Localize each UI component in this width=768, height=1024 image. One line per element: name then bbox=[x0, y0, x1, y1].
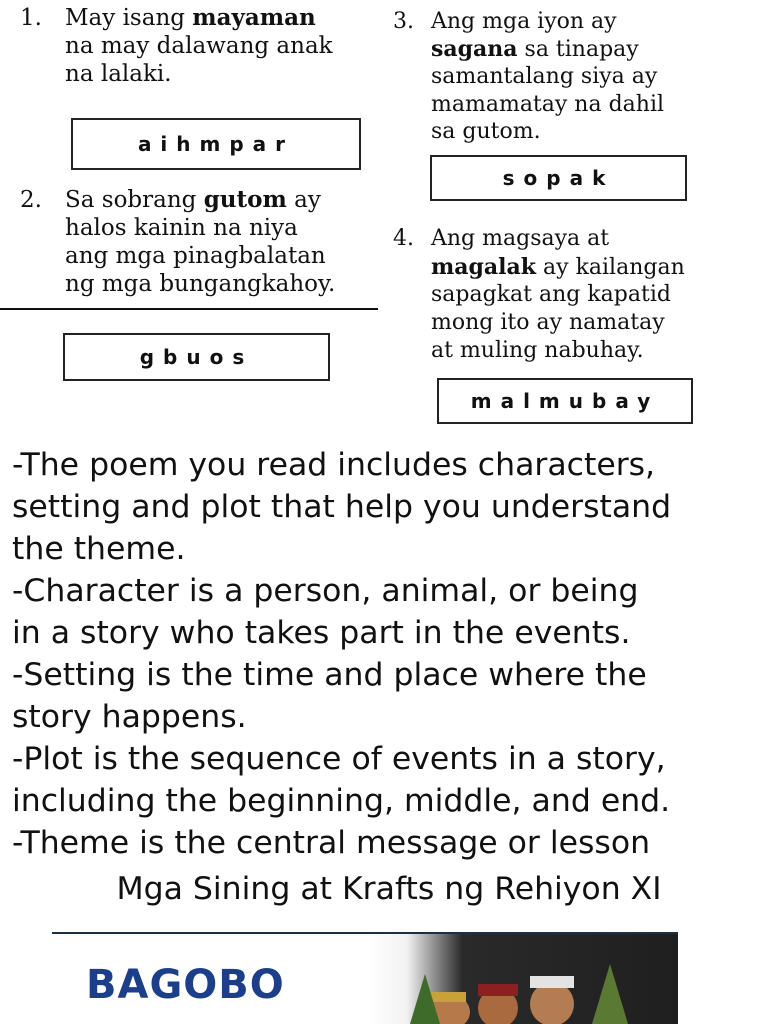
item-line: sapagkat ang kapatid bbox=[431, 282, 671, 307]
item-text bbox=[65, 186, 335, 298]
item-line: na may dalawang anak bbox=[65, 33, 333, 59]
key-word: magalak bbox=[431, 254, 537, 280]
divider-line bbox=[0, 308, 378, 310]
item-line: Ang mga iyon ay bbox=[431, 9, 617, 34]
key-word: mayaman bbox=[192, 4, 316, 31]
item-line: magalak ay kailangan bbox=[431, 254, 685, 280]
item-number: 4. bbox=[393, 226, 414, 251]
item-number: 1. bbox=[20, 5, 42, 31]
note-line: -The poem you read includes characters, bbox=[12, 447, 656, 483]
item-line: mong ito ay namatay bbox=[431, 310, 665, 335]
item-line: na lalaki. bbox=[65, 61, 172, 87]
item-line: sagana sa tinapay bbox=[431, 35, 639, 62]
key-word: sagana bbox=[431, 35, 518, 62]
item-text bbox=[65, 4, 333, 88]
note-line: -Theme is the central message or lesson bbox=[12, 825, 651, 861]
scrambled-word-box-4: malmubay bbox=[437, 378, 693, 424]
key-word: gutom bbox=[203, 186, 287, 213]
bagobo-logo: BAGOBO bbox=[86, 962, 285, 1008]
note-line: in a story who takes part in the events. bbox=[12, 615, 631, 651]
note-line: the theme. bbox=[12, 531, 186, 567]
item-line: ang mga pinagbalatan bbox=[65, 243, 326, 269]
item-number: 2. bbox=[20, 187, 42, 213]
scrambled-word-box-2: gbuos bbox=[63, 333, 330, 381]
note-line: -Character is a person, animal, or being bbox=[12, 573, 639, 609]
item-line: Ang magsaya at bbox=[431, 226, 610, 251]
item-line: Sa sobrang gutom ay bbox=[65, 186, 321, 213]
bagobo-banner bbox=[52, 932, 678, 1024]
note-line: -Setting is the time and place where the bbox=[12, 657, 647, 693]
item-text bbox=[431, 8, 664, 146]
note-line: story happens. bbox=[12, 699, 247, 735]
section-caption: Mga Sining at Krafts ng Rehiyon XI bbox=[116, 871, 662, 907]
note-line: setting and plot that help you understand bbox=[12, 489, 672, 525]
item-line: mamamatay na dahil bbox=[431, 91, 665, 117]
photo-figures bbox=[370, 934, 678, 1024]
note-line: -Plot is the sequence of events in a story, bbox=[12, 741, 666, 777]
item-line: samantalang siya ay bbox=[431, 64, 658, 89]
bagobo-people-photo bbox=[370, 934, 678, 1024]
item-line: ng mga bungangkahoy. bbox=[65, 271, 336, 297]
item-text bbox=[431, 225, 685, 365]
scrambled-word-box-3: sopak bbox=[430, 155, 687, 201]
item-line: May isang mayaman bbox=[65, 4, 316, 31]
scrambled-word-box-1: aihmpar bbox=[71, 118, 361, 170]
item-line: sa gutom. bbox=[431, 119, 541, 144]
note-line: including the beginning, middle, and end. bbox=[12, 783, 671, 819]
story-elements-notes bbox=[12, 444, 762, 864]
item-line: halos kainin na niya bbox=[65, 215, 298, 241]
item-line: at muling nabuhay. bbox=[431, 338, 644, 363]
item-number: 3. bbox=[393, 9, 414, 34]
